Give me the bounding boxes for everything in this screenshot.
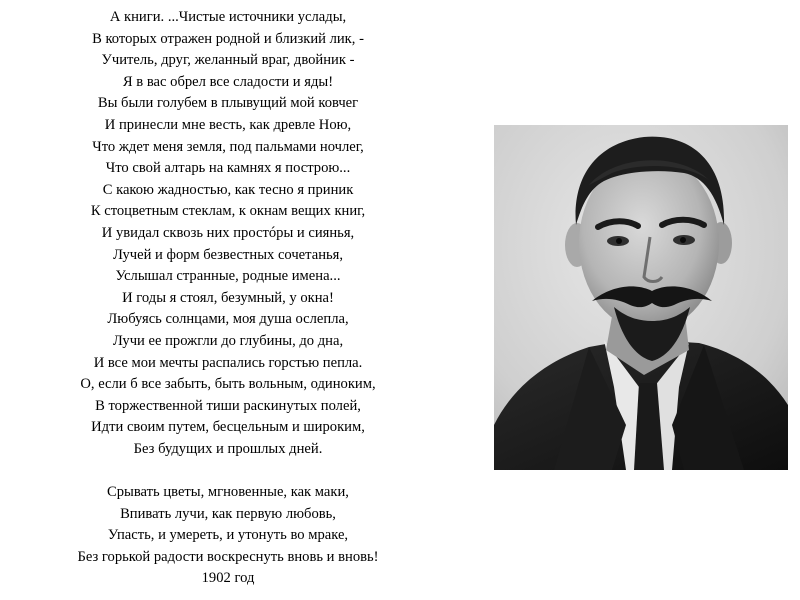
poem-line: В торжественной тиши раскинутых полей, bbox=[95, 397, 361, 414]
poem-line: О, если б все забыть, быть вольным, одиноким, bbox=[80, 376, 376, 393]
stanza-gap bbox=[18, 460, 438, 482]
portrait-photo-icon bbox=[494, 125, 788, 470]
poem-line: Упасть, и умереть, и утонуть во мраке, bbox=[107, 527, 349, 544]
poem-line: В которых отражен родной и близкий лик, - bbox=[92, 30, 364, 47]
poem-line: Любуясь солнцами, моя душа ослепла, bbox=[107, 311, 349, 328]
poem-line: Учитель, друг, желанный враг, двойник - bbox=[101, 52, 355, 69]
poem-line: Лучи ее прожгли до глубины, до дна, bbox=[112, 332, 344, 349]
poem-line: Без горькой радости воскреснуть вновь и вновь! bbox=[77, 548, 379, 565]
poem-line: С какою жадностью, как тесно я приник bbox=[102, 181, 354, 198]
poem-line: Что ждет меня земля, под пальмами ночлег, bbox=[92, 138, 364, 155]
poem-line: К стоцветным стеклам, к окнам вещих книг, bbox=[90, 203, 366, 220]
poem-line: И принесли мне весть, как древле Ною, bbox=[104, 116, 352, 133]
poem-line: А книги. ...Чистые источники услады, bbox=[109, 9, 347, 25]
poem-line: Идти своим путем, бесцельным и широким, bbox=[91, 419, 365, 436]
poem-line: Я в вас обрел все сладости и яды! bbox=[122, 73, 334, 90]
poem-line: Срывать цветы, мгновенные, как маки, bbox=[107, 484, 349, 501]
poem-line: И годы я стоял, безумный, у окна! bbox=[122, 289, 334, 306]
portrait-photo bbox=[494, 125, 788, 470]
poem-line: Без будущих и прошлых дней. bbox=[133, 440, 323, 457]
poem-line: Лучей и форм безвестных сочетанья, bbox=[112, 246, 344, 263]
poem-text bbox=[18, 7, 438, 590]
poem-year: 1902 год bbox=[201, 570, 255, 587]
poem-line: И все мои мечты распались горстью пепла. bbox=[93, 354, 363, 371]
poem-line: Вы были голубем в плывущий мой ковчег bbox=[97, 95, 359, 112]
poem-line: Что свой алтарь на камнях я построю... bbox=[105, 160, 351, 177]
poem-line: Услышал странные, родные имена... bbox=[115, 268, 341, 285]
poem-line: Впивать лучи, как первую любовь, bbox=[120, 505, 336, 522]
poem-line: И увидал сквозь них простóры и сиянья, bbox=[101, 224, 355, 241]
